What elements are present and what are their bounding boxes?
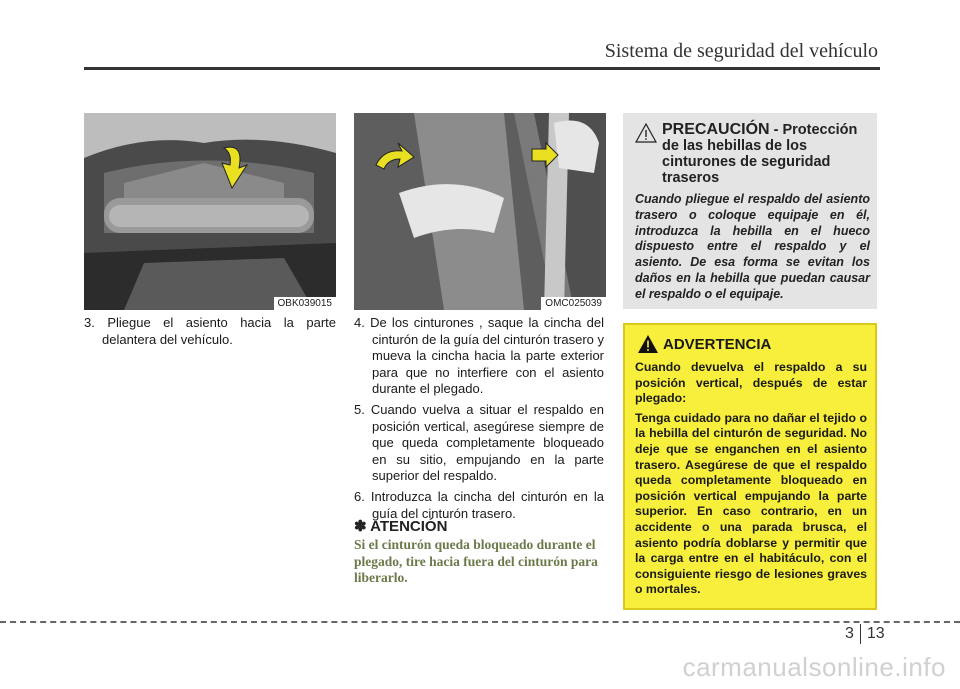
step-4: 4. De los cinturones , saque la cincha del cinturón de la guía del cinturón trasero y mueva la cincha hacia la parte exterior para que no interfiere con el asiento durante el plegado.: [354, 315, 604, 397]
figure-code: OBK039015: [274, 297, 337, 310]
warning-triangle-icon: [637, 334, 659, 354]
column-2-text: [354, 315, 604, 526]
step-3: 3. Pliegue el asiento hacia la parte delantera del vehículo.: [84, 315, 336, 347]
precaucion-title-rest: - Protección de las hebillas de los cinturones de seguridad traseros: [662, 122, 858, 186]
step-5: 5. Cuando vuelva a situar el respaldo en posición vertical, asegúrese siempre de que queda completamente bloqueado en su sitio, empujando en la parte superior del respaldo.: [354, 401, 604, 484]
atencion-body: Si el cinturón queda bloqueado durante el plegado, tire hacia fuera del cinturón para liberarlo.: [354, 537, 598, 586]
advertencia-paragraph: Cuando devuelva el respaldo a su posición vertical, después de estar plegado:: [635, 360, 867, 406]
figure-code: OMC025039: [541, 297, 606, 310]
advertencia-box: [623, 323, 877, 610]
page-header-title: Sistema de seguridad del vehículo: [604, 40, 878, 62]
page-number-value: 13: [866, 625, 885, 643]
advertencia-paragraph: Tenga cuidado para no dañar el tejido o la hebilla del cinturón de seguridad. No deje que se enganchen en el asiento trasero. Asegúrese de que el respaldo queda completamente bloqueado en posición vertical empujando la parte superior. En caso contrario, en un accidente o una parada brusca, el asiento podría doblarse y permitir que la carga entre en el habitáculo, con el consiguiente riesgo de lesiones graves o mortales.: [635, 410, 867, 597]
precaucion-title: [662, 122, 870, 186]
caution-triangle-icon: [635, 123, 657, 143]
precaucion-box: [623, 113, 877, 309]
advertencia-title: ADVERTENCIA: [663, 336, 772, 353]
page-number-separator: [860, 624, 861, 644]
belt-guide-illustration: [354, 113, 606, 310]
rear-seat-illustration: [84, 113, 336, 310]
figure-seat-belt-guide: [354, 113, 606, 310]
column-1-text: [84, 315, 336, 352]
precaucion-body: Cuando pliegue el respaldo del asiento trasero o coloque equipaje en él, introduzca la hebilla en el hueco dispuesto entre el respaldo y el asiento. De esa forma se evitan los daños en la hebilla que puedan causar el respaldo o el equipaje.: [635, 192, 870, 301]
figure-rear-seat-fold: [84, 113, 336, 310]
footer-rule: [0, 621, 960, 623]
watermark: carmanualsonline.info: [682, 652, 946, 682]
page-number: [845, 624, 885, 644]
section-number: 3: [845, 625, 854, 643]
precaucion-title-main: PRECAUCIÓN: [662, 121, 770, 138]
step-6: 6. Introduzca la cincha del cinturón en la guía del cinturón trasero.: [354, 488, 604, 521]
atencion-title: ✽ ATENCIÓN: [354, 518, 448, 535]
header-rule: [84, 67, 880, 70]
advertencia-body: [635, 360, 867, 602]
